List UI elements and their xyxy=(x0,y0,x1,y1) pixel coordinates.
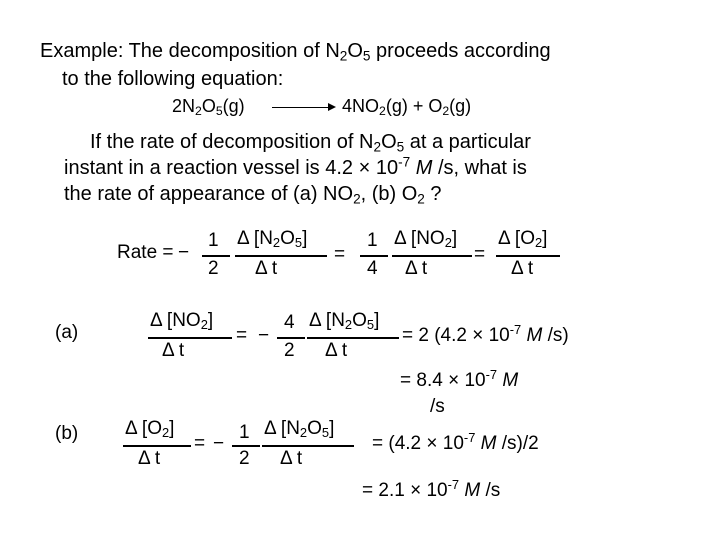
text: Δ [N xyxy=(309,310,345,331)
subscript: 5 xyxy=(362,48,371,64)
superscript: -7 xyxy=(485,366,498,382)
text: 2 xyxy=(239,448,250,469)
subscript: 2 xyxy=(272,235,281,251)
rate-frac1-den xyxy=(208,258,219,280)
rate-frac2-num xyxy=(367,230,378,252)
fraction-bar xyxy=(277,337,305,339)
text: proceeds according xyxy=(370,40,551,62)
text: Δ t xyxy=(255,258,278,279)
text: = xyxy=(334,244,346,265)
fraction-bar xyxy=(148,337,232,339)
text: Example: The decomposition of N xyxy=(40,40,340,62)
rate-delta-n2o5 xyxy=(237,228,307,250)
fraction-bar xyxy=(262,445,354,447)
part-b-label xyxy=(55,423,78,445)
part-a-result-1 xyxy=(402,321,569,347)
fraction-bar xyxy=(123,445,191,447)
text: O xyxy=(201,96,216,116)
rate-frac1-num xyxy=(208,230,219,252)
text: 1 xyxy=(239,422,250,443)
text: Δ t xyxy=(280,448,303,469)
unit-molar: M xyxy=(521,325,543,346)
text: 2 xyxy=(208,258,219,279)
text: /s xyxy=(430,396,445,417)
equation-products xyxy=(342,96,471,117)
text: to the following equation: xyxy=(62,68,284,90)
part-b-eq xyxy=(194,433,205,455)
subscript: 2 xyxy=(339,48,348,64)
unit-molar: M xyxy=(410,157,433,179)
part-b-delta-n2o5 xyxy=(264,418,334,440)
text: = xyxy=(236,325,248,346)
text: /s)/2 xyxy=(496,433,539,454)
fraction-bar xyxy=(307,337,399,339)
subscript: 5 xyxy=(321,425,330,441)
text: /s) xyxy=(542,325,569,346)
text: (g) xyxy=(449,96,472,116)
part-a-result-2 xyxy=(400,366,519,392)
part-a-label xyxy=(55,322,78,344)
subscript: 5 xyxy=(294,235,303,251)
fraction-bar xyxy=(235,255,327,257)
rate-eq-2 xyxy=(474,244,485,266)
rate-delta-t-2 xyxy=(405,258,427,280)
superscript: -7 xyxy=(447,476,460,492)
text: − xyxy=(258,325,270,346)
part-a-result-2-per-s xyxy=(430,396,445,418)
text: Δ [NO xyxy=(394,228,445,249)
text: (g) + O xyxy=(385,96,443,116)
example-line-1 xyxy=(40,40,551,63)
text: = 2 (4.2 × 10 xyxy=(402,325,510,346)
fraction-bar xyxy=(392,255,472,257)
example-line-2 xyxy=(62,68,283,91)
text: ? xyxy=(424,183,442,205)
reaction-arrow xyxy=(272,107,330,108)
text: = xyxy=(194,433,206,454)
subscript: 2 xyxy=(444,235,452,251)
text: (a) xyxy=(55,322,79,343)
text: = 8.4 × 10 xyxy=(400,370,486,391)
subscript: 2 xyxy=(195,104,202,119)
fraction-bar xyxy=(232,445,260,447)
part-b-delta-t-2 xyxy=(280,448,302,470)
rate-eq-1 xyxy=(334,244,345,266)
part-a-delta-t-2 xyxy=(325,340,347,362)
text: Δ [N xyxy=(237,228,273,249)
text: = xyxy=(474,244,486,265)
text: (b) xyxy=(55,423,79,444)
text: Δ t xyxy=(511,258,534,279)
text: instant in a reaction vessel is 4.2 × 10 xyxy=(64,157,399,179)
text: Δ [O xyxy=(125,418,162,439)
text: − xyxy=(178,242,190,263)
text: O xyxy=(280,228,295,249)
text: 4NO xyxy=(342,96,380,116)
text: If the rate of decomposition of N xyxy=(90,131,374,153)
subscript: 2 xyxy=(373,139,382,155)
rate-delta-no2 xyxy=(394,228,457,250)
text: /s, what is xyxy=(432,157,527,179)
part-b-result-1 xyxy=(372,429,539,455)
unit-molar: M xyxy=(497,370,519,391)
text: 2 xyxy=(284,340,295,361)
text: = 2.1 × 10 xyxy=(362,480,448,501)
part-a-frac-num xyxy=(284,312,295,334)
rate-frac2-den xyxy=(367,258,378,280)
part-b-frac-num xyxy=(239,422,250,444)
rate-delta-o2 xyxy=(498,228,547,250)
text: , (b) O xyxy=(360,183,418,205)
text: 4 xyxy=(367,258,378,279)
text: 2N xyxy=(172,96,196,116)
subscript: 2 xyxy=(161,425,170,441)
subscript: 2 xyxy=(417,191,425,207)
part-b-result-2 xyxy=(362,476,501,502)
subscript: 2 xyxy=(299,425,308,441)
subscript: 2 xyxy=(353,191,361,207)
text: Δ [O xyxy=(498,228,535,249)
question-line-1 xyxy=(90,131,531,154)
text: = (4.2 × 10 xyxy=(372,433,464,454)
superscript: -7 xyxy=(463,429,476,445)
text: at a particular xyxy=(404,131,531,153)
unit-molar: M xyxy=(475,433,497,454)
text: Δ t xyxy=(405,258,428,279)
subscript: 2 xyxy=(442,104,450,119)
text: 1 xyxy=(367,230,378,251)
question-line-2 xyxy=(64,154,527,180)
part-b-delta-o2 xyxy=(125,418,174,440)
text: Rate = xyxy=(117,242,174,263)
superscript: -7 xyxy=(509,321,522,337)
question-line-3 xyxy=(64,183,442,206)
text: ] xyxy=(374,310,380,331)
text: /s xyxy=(480,480,501,501)
text: ] xyxy=(169,418,175,439)
text: O xyxy=(352,310,367,331)
text: O xyxy=(381,131,397,153)
text: Δ t xyxy=(325,340,348,361)
equation-reactant xyxy=(172,96,245,117)
text: Δ [N xyxy=(264,418,300,439)
subscript: 2 xyxy=(379,104,386,119)
fraction-bar xyxy=(360,255,388,257)
text: the rate of appearance of (a) NO xyxy=(64,183,354,205)
text: 1 xyxy=(208,230,219,251)
rate-label xyxy=(117,242,174,264)
subscript: 5 xyxy=(215,104,223,119)
subscript: 2 xyxy=(344,317,353,333)
part-b-frac-den xyxy=(239,448,250,470)
part-a-eq xyxy=(236,325,247,347)
reaction-arrow-head xyxy=(328,103,336,111)
rate-delta-t-3 xyxy=(511,258,533,280)
subscript: 5 xyxy=(366,317,375,333)
text: ] xyxy=(451,228,458,249)
fraction-bar xyxy=(496,255,560,257)
text: Δ t xyxy=(162,340,185,361)
subscript: 2 xyxy=(534,235,543,251)
unit-molar: M xyxy=(459,480,481,501)
part-a-frac-den xyxy=(284,340,295,362)
text: O xyxy=(307,418,322,439)
text: Δ t xyxy=(138,448,161,469)
part-a-delta-n2o5 xyxy=(309,310,379,332)
fraction-bar xyxy=(202,255,230,257)
text: ] xyxy=(542,228,548,249)
text: O xyxy=(347,40,363,62)
text: ] xyxy=(302,228,308,249)
text: ] xyxy=(329,418,335,439)
superscript: -7 xyxy=(398,154,411,170)
part-a-delta-t-1 xyxy=(162,340,184,362)
part-a-delta-no2 xyxy=(150,310,213,332)
subscript: 2 xyxy=(200,317,208,333)
part-a-minus xyxy=(258,325,269,347)
rate-minus xyxy=(178,242,189,264)
text: (g) xyxy=(222,96,245,116)
text: Δ [NO xyxy=(150,310,201,331)
part-b-minus xyxy=(213,433,224,455)
text: ] xyxy=(207,310,214,331)
text: 4 xyxy=(284,312,295,333)
subscript: 5 xyxy=(396,139,405,155)
part-b-delta-t-1 xyxy=(138,448,160,470)
text: − xyxy=(213,433,225,454)
rate-delta-t-1 xyxy=(255,258,277,280)
